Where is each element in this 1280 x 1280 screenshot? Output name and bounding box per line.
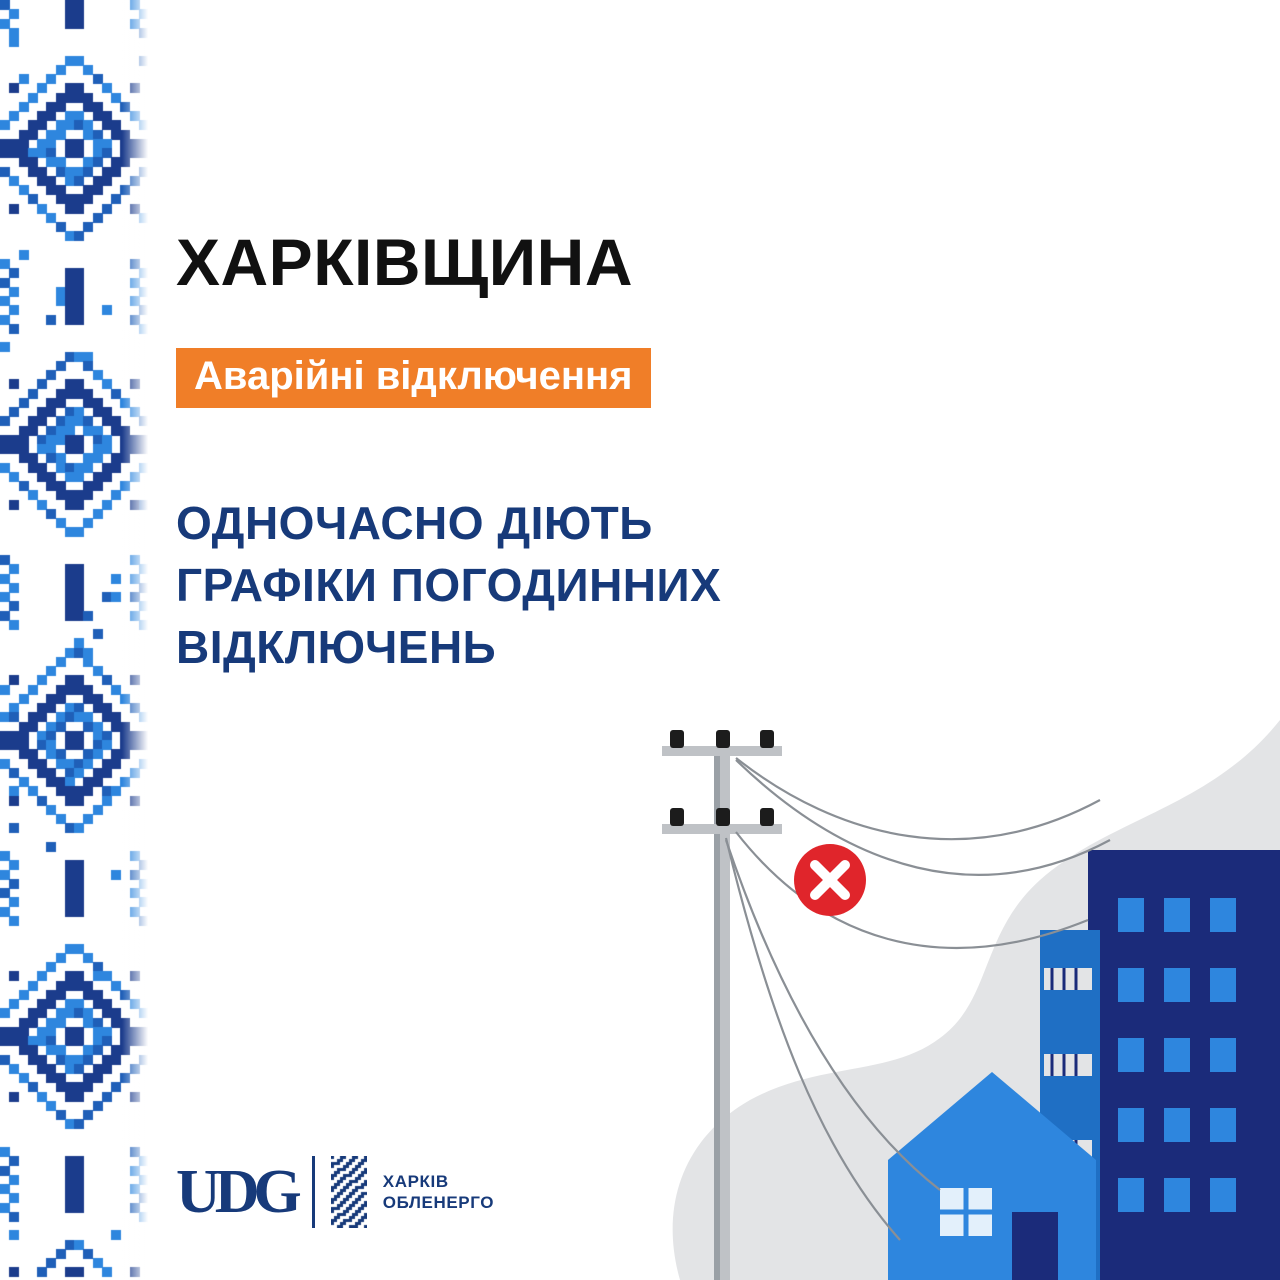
logo-lockup [176, 1156, 494, 1228]
company-name-line-1: ХАРКІВ [382, 1171, 449, 1191]
udg-logo-icon: UDG [176, 1158, 296, 1226]
message-line-2: ГРАФІКИ ПОГОДИННИХ [176, 559, 722, 612]
ukrainian-embroidery-pattern-icon [0, 0, 148, 1280]
page-title: ХАРКІВЩИНА [176, 225, 634, 299]
status-badge: Аварійні відключення [176, 348, 651, 408]
message-block [176, 492, 876, 678]
message-line-1: ОДНОЧАСНО ДІЮТЬ [176, 497, 653, 549]
qr-code-icon [331, 1156, 367, 1228]
company-name-line-2: ОБЛЕНЕРГО [382, 1193, 495, 1212]
message-line-3: ВІДКЛЮЧЕНЬ [176, 621, 497, 674]
logo-divider [312, 1156, 315, 1228]
house-door [1012, 1212, 1058, 1280]
cross-circle-icon [794, 844, 866, 916]
power-outage-illustration-icon [640, 720, 1280, 1280]
company-name [383, 1171, 494, 1214]
